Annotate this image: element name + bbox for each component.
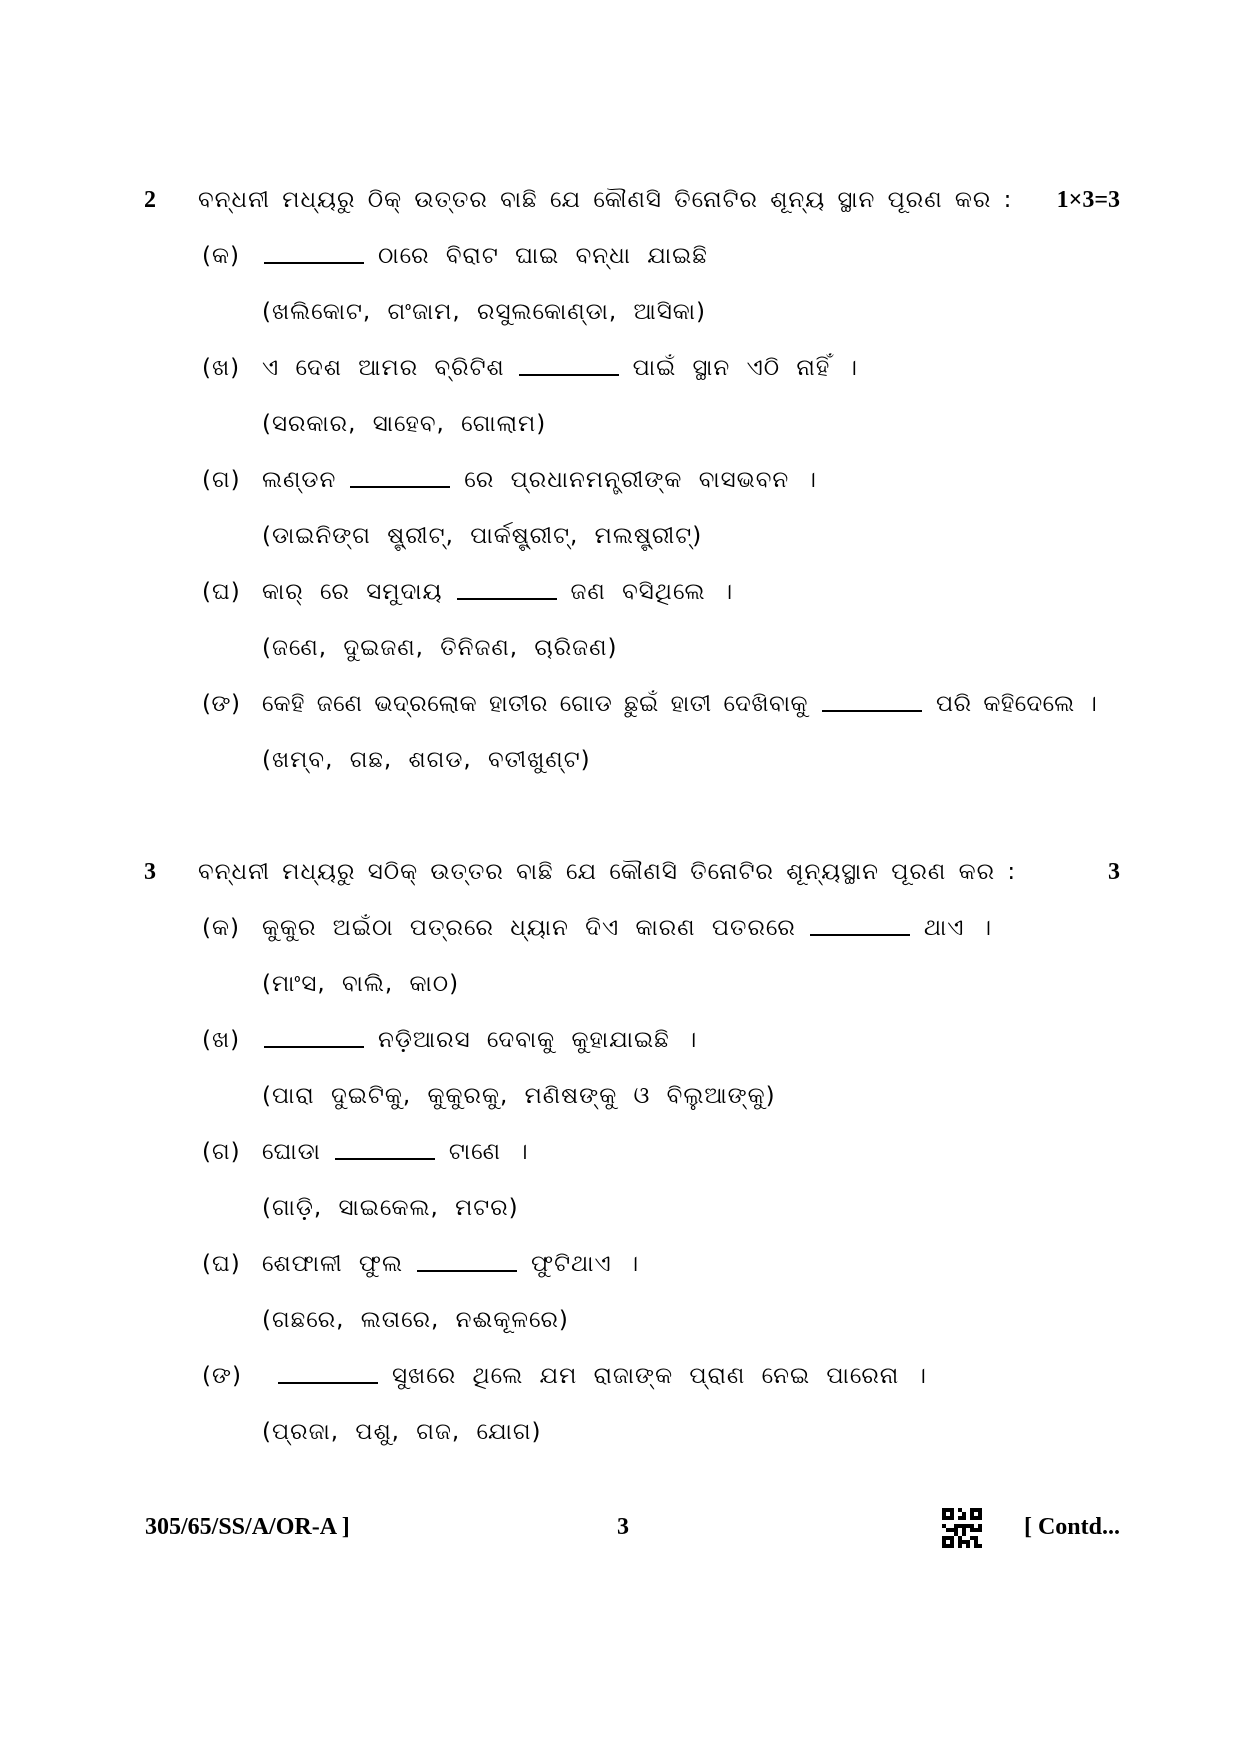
q2-options-ga: (ଡାଇନିଙ୍ଗ ଷ୍ଟ୍ରୀଟ୍, ପାର୍କଷ୍ଟ୍ରୀଟ୍, ମଲଷ୍ଟ୍ରୀଟ୍) [262,523,703,549]
q2-item-gha [202,572,1132,612]
item-label: (ଙ) [202,691,241,717]
fill-blank [822,696,922,712]
q3-item-ka [202,908,1132,948]
fill-blank [335,1144,435,1160]
continued-label: [ Contd... [1023,1514,1120,1540]
question-number: 2 [144,186,156,213]
q2-options-ka: (ଖଲିକୋଟ, ଗଂଜାମ, ରସୁଲକୋଣ୍ଡା, ଆସିକା) [262,299,707,325]
fill-blank [417,1256,517,1272]
item-label: (ଗ) [202,467,241,493]
item-text-before: କେହି ଜଣେ ଭଦ୍ରଲୋକ ହାତୀର ଗୋଡ ଛୁଇଁ ହାତୀ ଦେଖିବାକୁ [262,691,808,717]
item-label: (କ) [202,915,240,941]
page-footer [145,1508,1120,1548]
question-3-header [140,850,1120,894]
item-text-after: ଥାଏ । [923,915,993,941]
question-2-header [140,178,1120,222]
item-text-before: ଶେଫାଳୀ ଫୁଲ [262,1251,403,1277]
item-label: (ଘ) [202,579,241,605]
q2-item-ka [202,236,1132,276]
q3-item-nga [202,1356,1132,1396]
item-text-after: ପାଇଁ ସ୍ଥାନ ଏଠି ନାହିଁ । [632,355,858,381]
q2-item-kha [202,348,1132,388]
item-text-before: ଘୋଡା [262,1139,321,1165]
item-text-before: କୁକୁର ଅଇଁଠା ପତ୍ରରେ ଧ୍ୟାନ ଦିଏ କାରଣ ପତରରେ [262,915,796,941]
item-text-after: ଜଣ ବସିଥିଲେ । [570,579,734,605]
q2-options-gha: (ଜଣେ, ଦୁଇଜଣ, ତିନିଜଣ, ଚାରିଜଣ) [262,635,618,661]
item-label: (ଙ) [202,1363,242,1389]
paper-code: 305/65/SS/A/OR-A ] [145,1514,350,1540]
fill-blank [810,920,910,936]
q3-options-ka: (ମାଂସ, ବାଲି, କାଠ) [262,971,460,997]
q2-item-ga [202,460,1132,500]
item-text-after: ନଡ଼ିଆରସ ଦେବାକୁ କୁହାଯାଇଛି । [378,1027,698,1053]
q3-options-nga: (ପ୍ରଜା, ପଶୁ, ଗଜ, ଯୋଗ) [262,1419,542,1445]
q2-options-kha: (ସରକାର, ସାହେବ, ଗୋଲାମ) [262,411,547,437]
item-label: (ଘ) [202,1251,241,1277]
item-label: (ଗ) [202,1139,241,1165]
q3-options-ga: (ଗାଡ଼ି, ସାଇକେଲ, ମଟର) [262,1195,519,1221]
question-instruction: ବନ୍ଧନୀ ମଧ୍ୟରୁ ଠିକ୍ ଉତ୍ତର ବାଛି ଯେ କୌଣସି ତିନୋଟିର ଶୂନ୍ୟ ସ୍ଥାନ ପୂରଣ କର : [198,187,1013,213]
q3-options-kha: (ପାରା ଦୁଇଟିକୁ, କୁକୁରକୁ, ମଣିଷଙ୍କୁ ଓ ବିଲୁଆଙ୍କୁ) [262,1083,776,1109]
q3-item-kha [202,1020,1132,1060]
fill-blank [519,360,619,376]
item-text-before: ଲଣ୍ଡନ [262,467,337,493]
page-number: 3 [617,1514,629,1540]
q2-item-nga [202,684,1132,724]
q3-item-ga [202,1132,1132,1172]
item-label: (ଖ) [202,355,241,381]
question-marks: 1×3=3 [1056,186,1120,213]
q2-options-nga: (ଖମ୍ବ, ଗଛ, ଶଗଡ, ବତୀଖୁଣ୍ଟ) [262,747,591,773]
item-text-after: ଟାଣେ । [448,1139,529,1165]
item-text-after: ରେ ପ୍ରଧାନମନ୍ତ୍ରୀଙ୍କ ବାସଭବନ । [464,467,817,493]
fill-blank [264,248,364,264]
fill-blank [278,1368,378,1384]
fill-blank [264,1032,364,1048]
item-text-after: ପରି କହିଦେଲେ । [935,691,1098,717]
item-text-before: କାର୍ ରେ ସମୁଦାୟ [262,579,443,605]
question-marks: 3 [1108,858,1120,885]
item-text-before: ଏ ଦେଶ ଆମର ବ୍ରିଟିଶ [262,355,505,381]
question-number: 3 [144,858,156,885]
q3-item-gha [202,1244,1132,1284]
item-label: (ଖ) [202,1027,241,1053]
qr-code-icon [942,1508,982,1548]
item-text-after: ସୁଖରେ ଥିଲେ ଯମ ରାଜାଙ୍କ ପ୍ରାଣ ନେଇ ପାରେନା । [392,1363,927,1389]
question-instruction: ବନ୍ଧନୀ ମଧ୍ୟରୁ ସଠିକ୍ ଉତ୍ତର ବାଛି ଯେ କୌଣସି ତିନୋଟିର ଶୂନ୍ୟସ୍ଥାନ ପୂରଣ କର : [198,859,1017,885]
item-text-after: ଫୁଟିଥାଏ । [530,1251,640,1277]
q3-options-gha: (ଗଛରେ, ଲତାରେ, ନଈକୂଳରେ) [262,1307,569,1333]
item-text-after: ଠାରେ ବିରାଟ ଘାଇ ବନ୍ଧା ଯାଇଛି [378,243,708,269]
fill-blank [457,584,557,600]
item-label: (କ) [202,243,240,269]
fill-blank [350,472,450,488]
